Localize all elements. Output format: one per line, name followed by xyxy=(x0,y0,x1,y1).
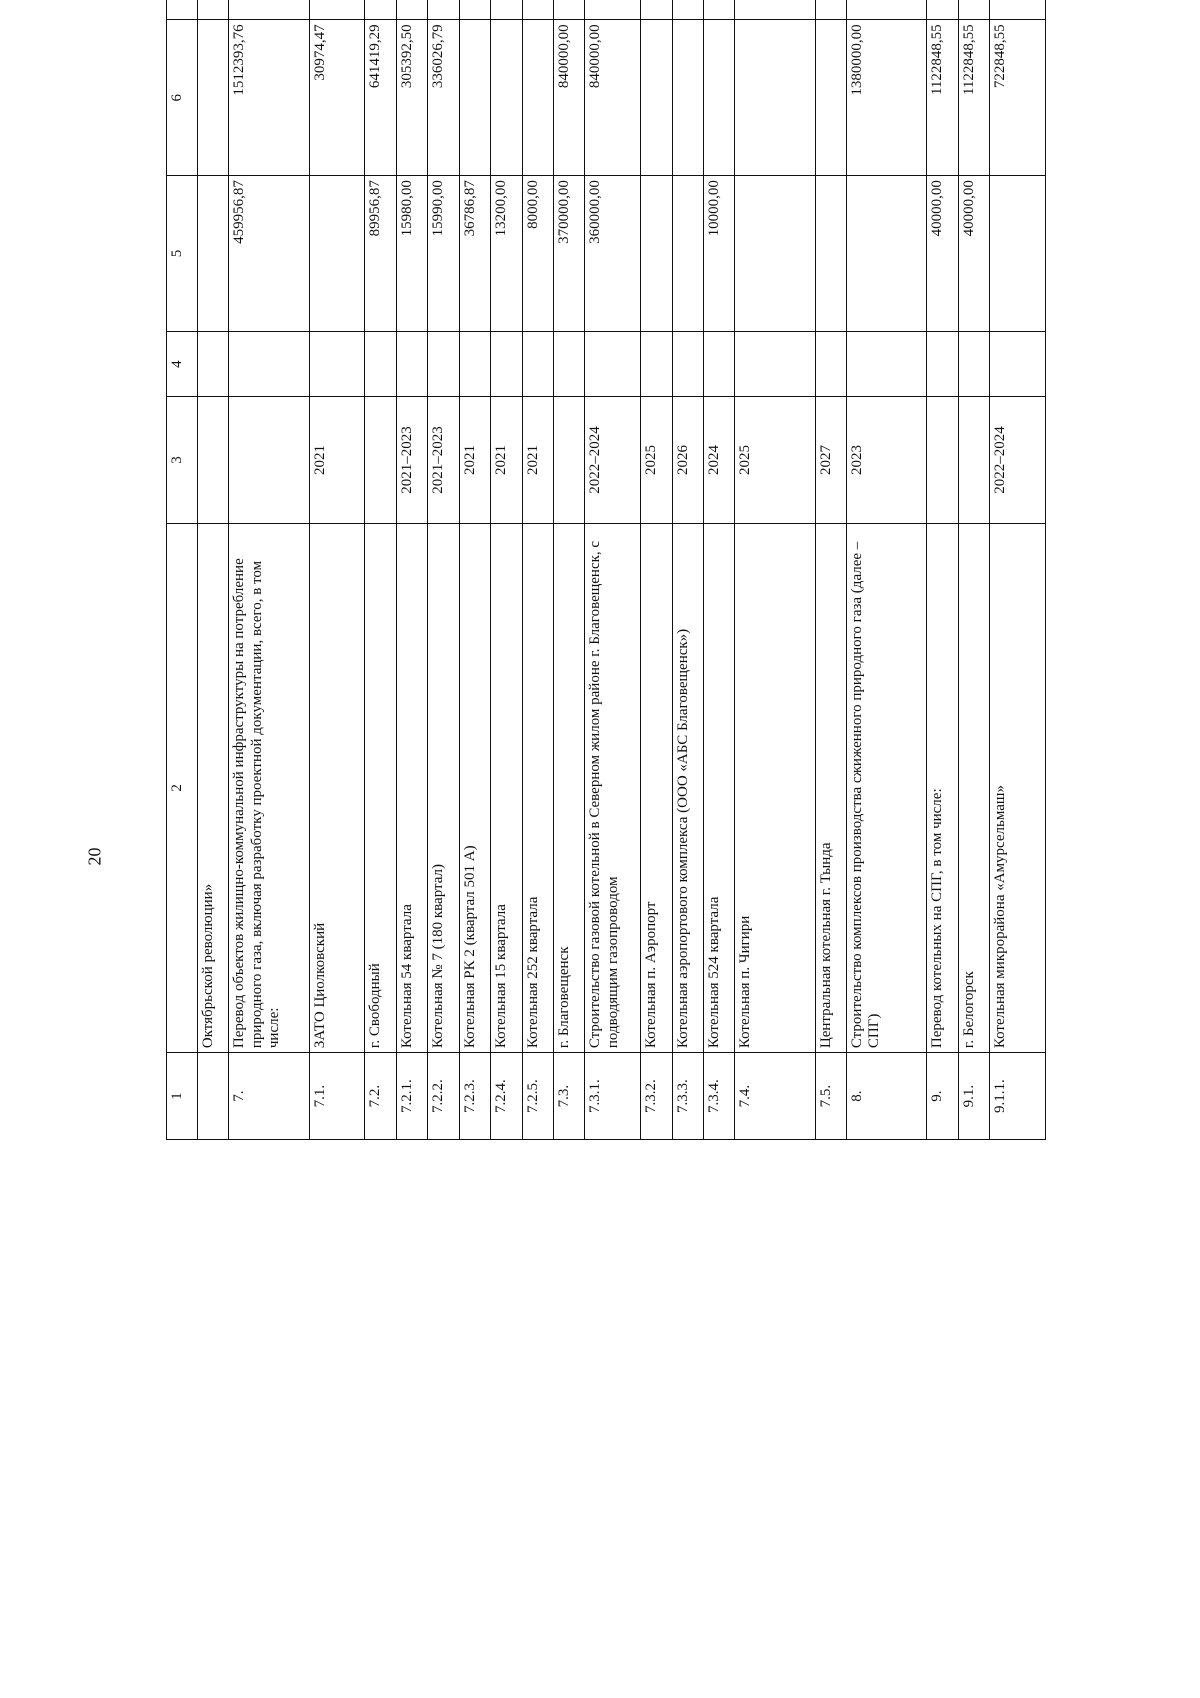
program-table xyxy=(166,0,1046,1140)
row-number: 7.2.1. xyxy=(396,1053,427,1140)
row-name: Котельная аэропортового комплекса (ООО «АБС Благовещенск») xyxy=(672,523,703,1052)
row-col6 xyxy=(491,20,522,176)
row-col5 xyxy=(735,176,815,332)
row-number: 7.3.4. xyxy=(703,1053,734,1140)
row-col5: 10000,00 xyxy=(703,176,734,332)
column-header-1: 1 xyxy=(167,1053,198,1140)
row-number: 7.5. xyxy=(815,1053,846,1140)
row-total xyxy=(396,0,427,20)
row-total xyxy=(585,0,641,20)
row-name: Котельная 524 квартала xyxy=(703,523,734,1052)
table-body xyxy=(198,0,1046,1140)
row-col6: 840000,00 xyxy=(585,20,641,176)
row-col4 xyxy=(309,331,365,397)
table-row xyxy=(428,0,459,1140)
row-total xyxy=(927,0,958,20)
row-col6: 30974,47 xyxy=(309,20,365,176)
row-years xyxy=(958,397,989,523)
row-number: 8. xyxy=(847,1053,927,1140)
table-row xyxy=(815,0,846,1140)
row-total xyxy=(641,0,672,20)
row-years xyxy=(365,397,396,523)
row-number: 9.1.1. xyxy=(990,1053,1046,1140)
column-header-3: 3 xyxy=(167,397,198,523)
row-col4 xyxy=(198,331,229,397)
row-years: 2021 xyxy=(491,397,522,523)
table-row xyxy=(491,0,522,1140)
row-name: Строительство комплексов производства сжиженного природного газа (далее – СПГ) xyxy=(847,523,927,1052)
row-name: Котельная 252 квартала xyxy=(522,523,553,1052)
row-name: г. Белогорск xyxy=(958,523,989,1052)
row-total xyxy=(198,0,229,20)
row-number: 7.3. xyxy=(553,1053,584,1140)
row-col4 xyxy=(585,331,641,397)
row-col6: 722848,55 xyxy=(990,20,1046,176)
row-col4 xyxy=(703,331,734,397)
row-col4 xyxy=(735,331,815,397)
row-name: Центральная котельная г. Тында xyxy=(815,523,846,1052)
header-row xyxy=(167,0,198,1140)
table-row xyxy=(365,0,396,1140)
row-col5 xyxy=(815,176,846,332)
row-col5 xyxy=(198,176,229,332)
row-col5: 89956,87 xyxy=(365,176,396,332)
row-total xyxy=(703,0,734,20)
row-years xyxy=(927,397,958,523)
row-col4 xyxy=(990,331,1046,397)
row-years: 2022–2024 xyxy=(585,397,641,523)
row-total xyxy=(365,0,396,20)
table-row xyxy=(958,0,989,1140)
row-col4 xyxy=(491,331,522,397)
row-total xyxy=(522,0,553,20)
row-name: Котельная п. Чигири xyxy=(735,523,815,1052)
row-total xyxy=(735,0,815,20)
page-number: 20 xyxy=(84,847,105,866)
row-years: 2025 xyxy=(735,397,815,523)
row-number: 7.2.5. xyxy=(522,1053,553,1140)
row-years: 2021 xyxy=(309,397,365,523)
table-row xyxy=(641,0,672,1140)
column-header-4: 4 xyxy=(167,331,198,397)
table-row xyxy=(990,0,1046,1140)
row-years xyxy=(198,397,229,523)
row-col6: 1512393,76 xyxy=(229,20,309,176)
row-col4 xyxy=(958,331,989,397)
row-number: 9.1. xyxy=(958,1053,989,1140)
row-years: 2021 xyxy=(459,397,490,523)
column-header-6: 6 xyxy=(167,20,198,176)
table-row xyxy=(585,0,641,1140)
row-name: Октябрьской революции» xyxy=(198,523,229,1052)
row-col5: 360000,00 xyxy=(585,176,641,332)
row-name: Котельная п. Аэропорт xyxy=(641,523,672,1052)
row-years: 2023 xyxy=(847,397,927,523)
row-total xyxy=(428,0,459,20)
row-number: 7.2.3. xyxy=(459,1053,490,1140)
row-col4 xyxy=(927,331,958,397)
table-row xyxy=(396,0,427,1140)
table-row xyxy=(927,0,958,1140)
row-col5 xyxy=(309,176,365,332)
row-years: 2022–2024 xyxy=(990,397,1046,523)
table-row xyxy=(198,0,229,1140)
column-header-5: 5 xyxy=(167,176,198,332)
row-name: Котельная микрорайона «Амурсельмаш» xyxy=(990,523,1046,1052)
row-number: 7.4. xyxy=(735,1053,815,1140)
row-col4 xyxy=(229,331,309,397)
row-number: 9. xyxy=(927,1053,958,1140)
table-row xyxy=(522,0,553,1140)
row-total xyxy=(309,0,365,20)
table-row xyxy=(735,0,815,1140)
row-col4 xyxy=(459,331,490,397)
table-row xyxy=(229,0,309,1140)
row-col4 xyxy=(641,331,672,397)
column-header-2: 2 xyxy=(167,523,198,1052)
row-col5: 36786,87 xyxy=(459,176,490,332)
row-name: Котельная 54 квартала xyxy=(396,523,427,1052)
row-years: 2025 xyxy=(641,397,672,523)
row-col6 xyxy=(735,20,815,176)
data-table xyxy=(166,0,1046,1140)
row-name: Котельная 15 квартала xyxy=(491,523,522,1052)
row-total xyxy=(847,0,927,20)
row-number: 7.2. xyxy=(365,1053,396,1140)
row-years: 2021–2023 xyxy=(428,397,459,523)
table-row xyxy=(847,0,927,1140)
row-number: 7.3.2. xyxy=(641,1053,672,1140)
row-name: Строительство газовой котельной в Северном жилом районе г. Благовещенск, с подводящим газопроводом xyxy=(585,523,641,1052)
table-row xyxy=(459,0,490,1140)
row-total xyxy=(815,0,846,20)
column-header-7 xyxy=(167,0,198,20)
row-years: 2021 xyxy=(522,397,553,523)
row-total xyxy=(459,0,490,20)
row-col6: 1122848,55 xyxy=(958,20,989,176)
row-col4 xyxy=(428,331,459,397)
row-col5: 13200,00 xyxy=(491,176,522,332)
row-total xyxy=(990,0,1046,20)
row-col5: 15990,00 xyxy=(428,176,459,332)
row-col5: 8000,00 xyxy=(522,176,553,332)
table-row xyxy=(672,0,703,1140)
row-col6: 1122848,55 xyxy=(927,20,958,176)
row-years: 2027 xyxy=(815,397,846,523)
row-number: 7.2.4. xyxy=(491,1053,522,1140)
row-col5: 459956,87 xyxy=(229,176,309,332)
row-col5: 40000,00 xyxy=(958,176,989,332)
row-total xyxy=(229,0,309,20)
row-total xyxy=(672,0,703,20)
row-name: г. Свободный xyxy=(365,523,396,1052)
row-years: 2024 xyxy=(703,397,734,523)
table-row xyxy=(703,0,734,1140)
row-col6 xyxy=(522,20,553,176)
row-col6 xyxy=(459,20,490,176)
row-years: 2021–2023 xyxy=(396,397,427,523)
table-row xyxy=(309,0,365,1140)
row-col4 xyxy=(672,331,703,397)
row-years xyxy=(553,397,584,523)
row-name: Перевод котельных на СПГ, в том числе: xyxy=(927,523,958,1052)
row-col5 xyxy=(990,176,1046,332)
row-col4 xyxy=(847,331,927,397)
row-name: г. Благовещенск xyxy=(553,523,584,1052)
row-col4 xyxy=(815,331,846,397)
row-col6 xyxy=(198,20,229,176)
row-col6: 840000,00 xyxy=(553,20,584,176)
row-col6: 305392,50 xyxy=(396,20,427,176)
row-number: 7.1. xyxy=(309,1053,365,1140)
table-row xyxy=(553,0,584,1140)
row-name: Перевод объектов жилищно-коммунальной инфраструктуры на потребление природного газа, включая разработку проектной документации, всего, в том числе: xyxy=(229,523,309,1052)
row-total xyxy=(553,0,584,20)
row-col6: 1380000,00 xyxy=(847,20,927,176)
row-name: ЗАТО Циолковский xyxy=(309,523,365,1052)
row-col5 xyxy=(641,176,672,332)
table-header xyxy=(167,0,198,1140)
row-number: 7.2.2. xyxy=(428,1053,459,1140)
row-col6: 336026,79 xyxy=(428,20,459,176)
row-total xyxy=(958,0,989,20)
row-years: 2026 xyxy=(672,397,703,523)
row-col6 xyxy=(703,20,734,176)
row-total xyxy=(491,0,522,20)
row-col6 xyxy=(672,20,703,176)
row-name: Котельная РК 2 (квартал 501 А) xyxy=(459,523,490,1052)
row-col5: 370000,00 xyxy=(553,176,584,332)
row-col4 xyxy=(522,331,553,397)
row-col4 xyxy=(396,331,427,397)
row-years xyxy=(229,397,309,523)
row-col5: 15980,00 xyxy=(396,176,427,332)
row-number: 7.3.1. xyxy=(585,1053,641,1140)
row-col6: 641419,29 xyxy=(365,20,396,176)
row-col6 xyxy=(815,20,846,176)
row-col6 xyxy=(641,20,672,176)
row-number: 7.3.3. xyxy=(672,1053,703,1140)
row-col4 xyxy=(365,331,396,397)
row-number xyxy=(198,1053,229,1140)
row-col5 xyxy=(672,176,703,332)
row-col5 xyxy=(847,176,927,332)
row-col5: 40000,00 xyxy=(927,176,958,332)
row-name: Котельная № 7 (180 квартал) xyxy=(428,523,459,1052)
row-col4 xyxy=(553,331,584,397)
row-number: 7. xyxy=(229,1053,309,1140)
